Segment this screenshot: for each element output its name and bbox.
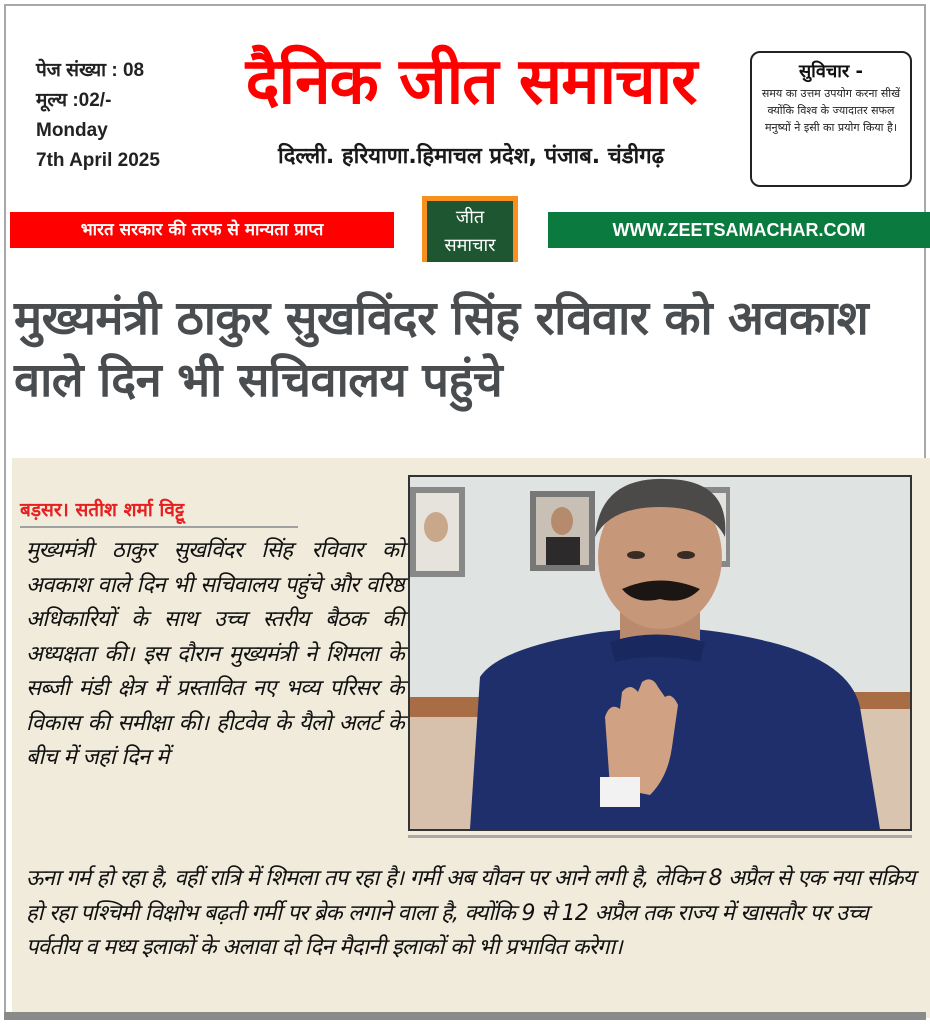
recognition-banner: भारत सरकार की तरफ से मान्यता प्राप्त [10,212,394,248]
regions-tagline: दिल्ली. हरियाणा.हिमाचल प्रदेश, पंजाब. चंडीगढ़ [278,144,664,169]
logo-line-1: जीत [455,207,485,228]
newspaper-title: दैनिक जीत समाचार [245,45,697,119]
weekday: Monday [36,120,108,141]
article-body-full-width: ऊना गर्म हो रहा है, वहीं रात्रि में शिमला तप रहा है। गर्मी अब यौवन पर आने लगी है, लेकिन 8 अप्रैल से एक नया सक्रिय हो रहा पश्चिमी विक्षोभ बढ़ती गर्मी पर ब्रेक लगाने वाला है, क्योंकि 9 से 12 अप्रैल तक राज्य में खासतौर पर उच्च पर्वतीय व मध्य इलाकों के अलावा दो दिन मैदानी इलाकों को भी प्रभावित करेगा। [26,866,915,960]
issue-info [36,56,160,176]
quote-title: सुविचार - [798,61,864,82]
article-body-area [12,458,930,1018]
newspaper-page [4,4,926,1020]
price: मूल्य :02/- [36,90,112,111]
photo-divider [408,835,912,838]
issue-date: 7th April 2025 [36,150,160,171]
logo-inner [427,201,513,262]
logo-line-2: समाचार [444,235,496,256]
article-body-column: मुख्यमंत्री ठाकुर सुखविंदर सिंह रविवार को अवकाश वाले दिन भी सचिवालय पहुंचे और वरिष्ठ अधिकारियों के साथ उच्च स्तरीय बैठक की अध्यक्षता की। इस दौरान मुख्यमंत्री ने शिमला के सब्जी मंडी क्षेत्र में प्रस्तावित नए भव्य परिसर के विकास की समीक्षा की। हीटवेव के यैलो अलर्ट के बीच में जहां दिन में [26,538,404,770]
jeet-samachar-logo [422,196,518,262]
page-number: पेज संख्या : 08 [36,60,145,81]
article-byline: बड़सर। सतीश शर्मा विट्टू [20,496,298,528]
chief-minister-photo [408,475,912,831]
thought-of-the-day-box [750,51,912,187]
article-headline: मुख्यमंत्री ठाकुर सुखविंदर सिंह रविवार को अवकाश वाले दिन भी सचिवालय पहुंचे [14,291,869,408]
page-bottom-border [4,1012,926,1020]
website-link[interactable]: WWW.ZEETSAMACHAR.COM [548,212,930,248]
quote-text: समय का उत्तम उपयोग करना सीखें क्योंकि विश्व के ज्यादातर सफल मनुष्यों ने इसी का प्रयोग किया है। [761,87,901,134]
photo-illustration [410,477,910,829]
